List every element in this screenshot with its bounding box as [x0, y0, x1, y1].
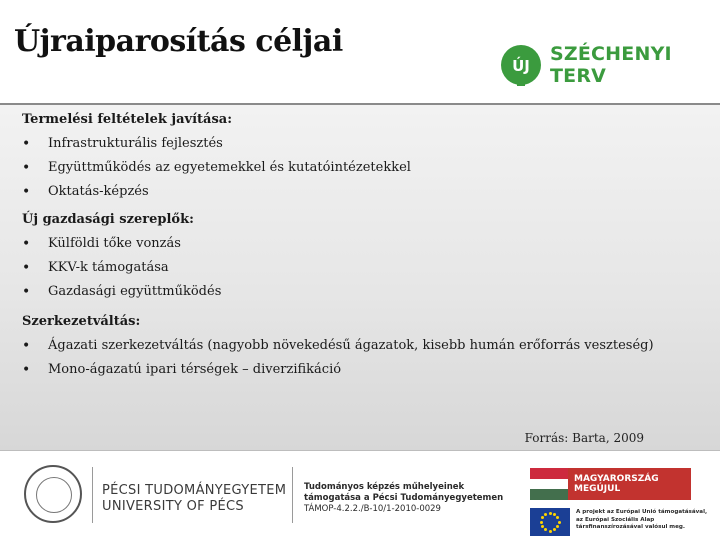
list-item: • Gazdasági együttműködés — [22, 284, 222, 300]
eu-flag-icon — [530, 508, 570, 536]
bullet-icon: • — [22, 236, 31, 252]
list-item: • Oktatás-képzés — [22, 184, 149, 200]
eu-star-icon — [553, 513, 556, 516]
bullet-icon: • — [22, 184, 31, 200]
szechenyi-terv-logo — [500, 34, 720, 96]
footer-divider — [292, 467, 293, 523]
slide-body — [0, 105, 720, 450]
slide-footer — [0, 450, 720, 541]
section-heading-termelesi: Termelési feltételek javítása: — [22, 112, 233, 127]
list-item: • KKV-k támogatása — [22, 260, 169, 276]
list-item: • Infrastrukturális fejlesztés — [22, 136, 223, 152]
svg-text:ÚJ: ÚJ — [512, 57, 530, 75]
eu-star-icon — [549, 530, 552, 533]
uj-logo-icon — [500, 44, 542, 86]
list-item: • Együttműködés az egyetemekkel és kutatóintézetekkel — [22, 160, 411, 176]
eu-star-icon — [544, 528, 547, 531]
page-title: Újraiparosítás céljai — [14, 24, 343, 59]
slide-header — [0, 0, 720, 104]
university-seal-icon — [24, 465, 82, 523]
section-heading-szerkezetvaltas: Szerkezetváltás: — [22, 314, 141, 329]
bullet-icon: • — [22, 362, 31, 378]
university-name: PÉCSI TUDOMÁNYEGYETEM UNIVERSITY OF PÉCS — [102, 483, 287, 514]
eu-star-icon — [549, 512, 552, 515]
eu-star-icon — [544, 513, 547, 516]
eu-star-icon — [558, 521, 561, 524]
footer-divider — [92, 467, 93, 523]
bullet-icon: • — [22, 284, 31, 300]
eu-star-icon — [553, 528, 556, 531]
eu-star-icon — [541, 525, 544, 528]
eu-funding-text: A projekt az Európai Unió támogatásával, az Európai Szociális Alap társfinanszírozásával valósul meg. — [576, 509, 708, 530]
eu-star-icon — [540, 521, 543, 524]
bullet-icon: • — [22, 260, 31, 276]
bullet-icon: • — [22, 160, 31, 176]
list-item: • Mono-ágazatú ipari térségek – diverzifikáció — [22, 362, 342, 378]
brand-name: SZÉCHENYI TERV — [550, 43, 672, 87]
list-item: • Ágazati szerkezetváltás (nagyobb növekedésű ágazatok, kisebb humán erőforrás veszteség) — [22, 338, 654, 354]
bullet-icon: • — [22, 136, 31, 152]
source-citation: Forrás: Barta, 2009 — [524, 431, 644, 445]
eu-star-icon — [541, 516, 544, 519]
section-heading-gazdasagi: Új gazdasági szereplők: — [22, 212, 194, 227]
list-item: • Külföldi tőke vonzás — [22, 236, 181, 252]
hungarian-flag-icon — [530, 468, 568, 500]
project-info: Tudományos képzés műhelyeinek támogatása a Pécsi Tudományegyetemen TÁMOP-4.2.2./B-10/1-2010-0029 — [304, 482, 504, 514]
bullet-icon: • — [22, 338, 31, 354]
eu-star-icon — [556, 525, 559, 528]
eu-star-icon — [556, 516, 559, 519]
magyarorszag-megujul-logo: MAGYARORSZÁG MEGÚJUL — [530, 468, 691, 500]
